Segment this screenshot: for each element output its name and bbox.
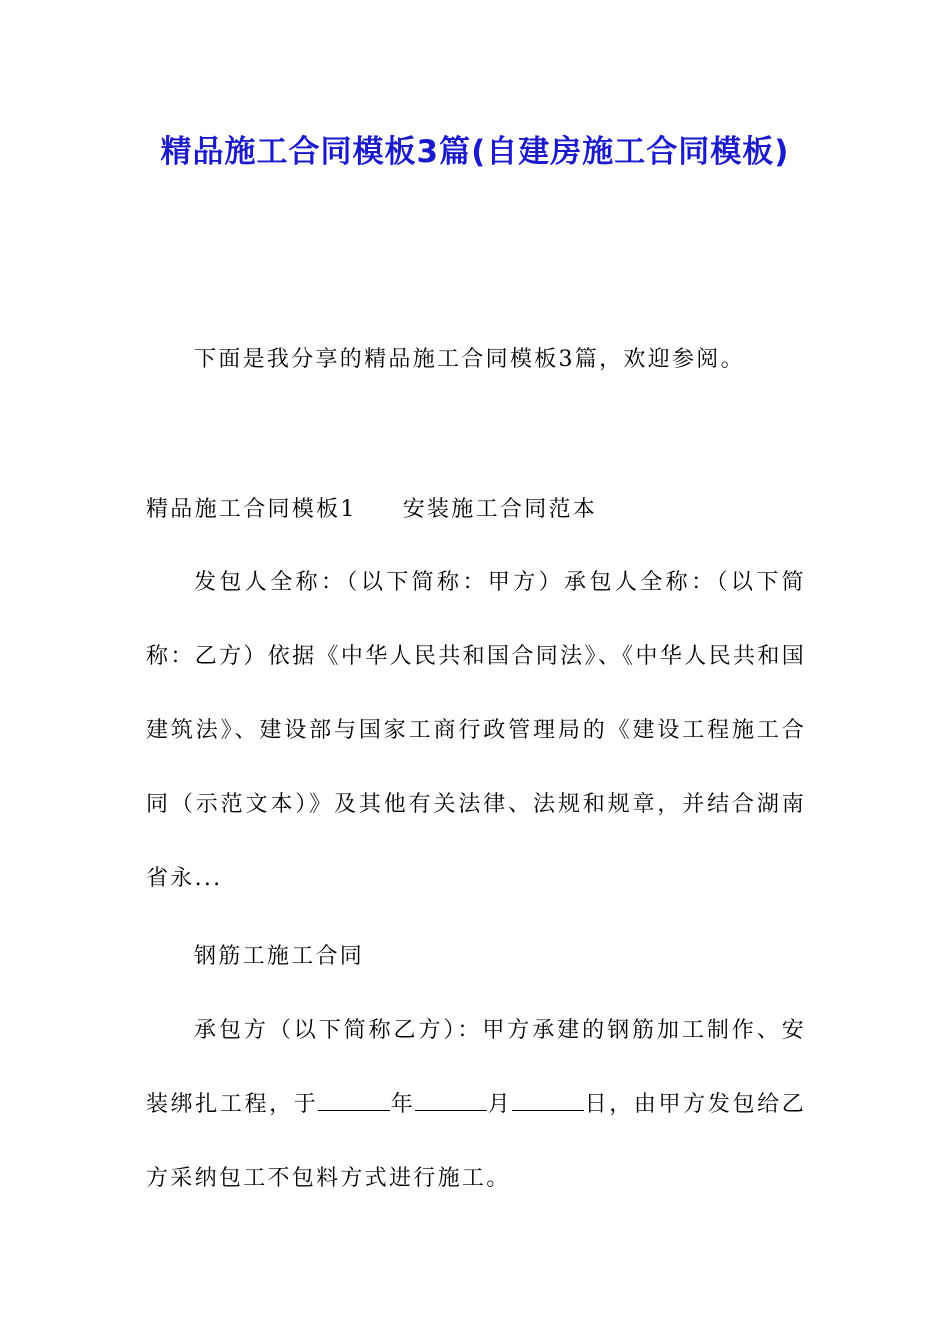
section-subtitle: 安装施工合同范本: [402, 497, 598, 522]
contractor-text-end: 日，由甲方发包给乙方采纳包工不包料方式进行施工。: [146, 1092, 806, 1191]
section-heading: [146, 490, 597, 530]
day-blank: [512, 1092, 584, 1111]
month-label: 月: [487, 1092, 513, 1117]
intro-paragraph: 下面是我分享的精品施工合同模板3篇，欢迎参阅。: [194, 347, 745, 372]
section-label: 精品施工合同模板1: [146, 497, 357, 522]
year-label: 年: [390, 1092, 416, 1117]
document-title: 精品施工合同模板3篇(自建房施工合同模板): [160, 134, 790, 170]
year-blank: [318, 1092, 390, 1111]
contractor-text-start: 承包方（以下简称乙方）：甲方承建的钢筋加工制作、安装绑扎工程，于: [146, 1018, 806, 1117]
paragraph-contractor: [146, 994, 806, 1216]
month-blank: [415, 1092, 487, 1111]
paragraph-parties: 发包人全称：（以下简称：甲方）承包人全称：（以下简称：乙方）依据《中华人民共和国合同法》、《中华人民共和国建筑法》、建设部与国家工商行政管理局的《建设工程施工合同（示范文本）》及其他有关法律、法规和规章，并结合湖南省永...: [146, 570, 806, 891]
paragraph-rebar-heading: 钢筋工施工合同: [194, 944, 365, 969]
